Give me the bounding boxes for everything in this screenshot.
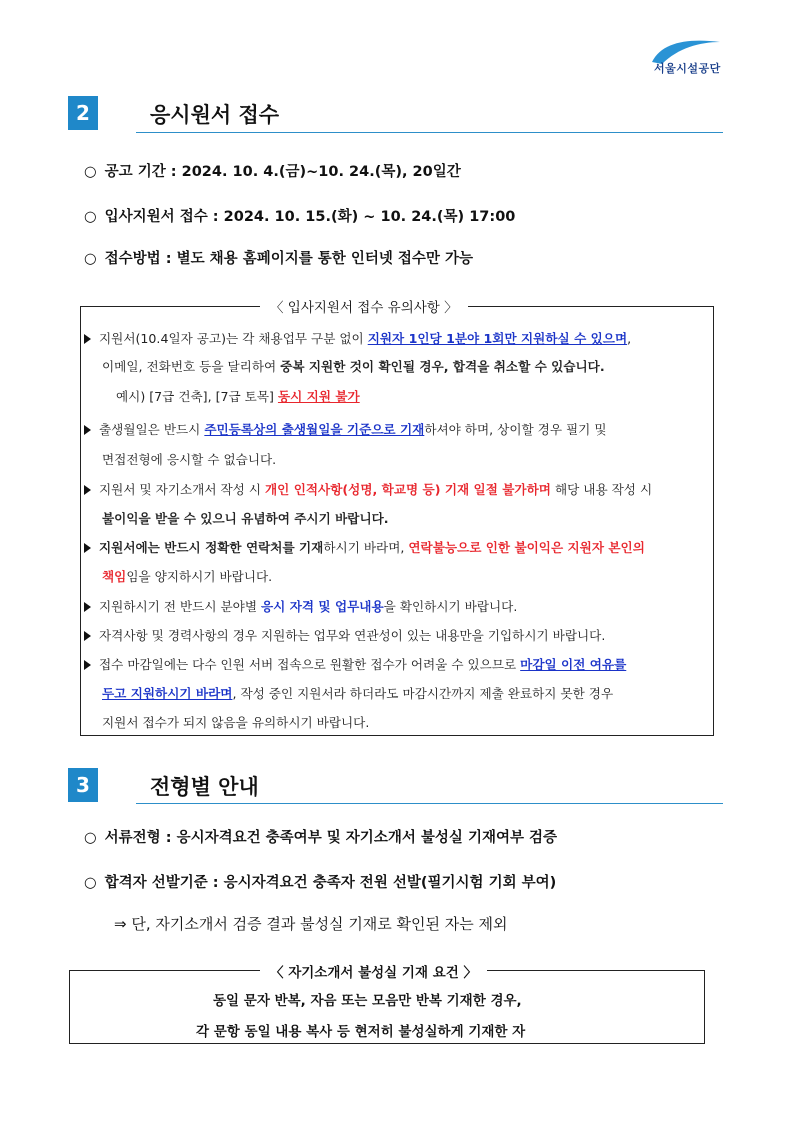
notice-item-6-line-1: 자격사항 및 경력사항의 경우 지원하는 업무와 연관성이 있는 내용만을 기입하시기 바랍니다. bbox=[84, 625, 605, 644]
triangle-bullet-icon bbox=[84, 660, 91, 670]
notice-item-2-line-2: 면접전형에 응시할 수 없습니다. bbox=[102, 452, 277, 467]
bullet-application-method bbox=[84, 247, 473, 268]
triangle-bullet-icon bbox=[84, 485, 91, 495]
notice-item-7-line-3: 지원서 접수가 되지 않음을 유의하시기 바랍니다. bbox=[102, 715, 370, 730]
circle-bullet-icon: ○ bbox=[84, 875, 97, 891]
circle-bullet-icon: ○ bbox=[84, 209, 97, 225]
bullet-selection-criteria bbox=[84, 871, 556, 892]
notice-item-4-line-2: 책임임을 양지하시기 바랍니다. bbox=[102, 569, 273, 584]
notice-item-5-line-1: 지원하시기 전 반드시 분야별 응시 자격 및 업무내용을 확인하시기 바랍니다. bbox=[84, 596, 517, 615]
organization-logo bbox=[648, 36, 728, 80]
section-3-divider bbox=[136, 803, 723, 804]
requirement-line-1: 동일 문자 반복, 자음 또는 모음만 반복 기재한 경우, bbox=[213, 993, 522, 1009]
section-2-divider bbox=[136, 132, 723, 133]
bullet-text: 접수방법 : 별도 채용 홈페이지를 통한 인터넷 접수만 가능 bbox=[104, 251, 473, 267]
section-3-title: 전형별 안내 bbox=[150, 775, 259, 799]
notice-box-title: 〈 입사지원서 접수 유의사항 〉 bbox=[260, 296, 468, 316]
requirement-box-title: 〈 자기소개서 불성실 기재 요건 〉 bbox=[260, 961, 487, 981]
bullet-text: 입사지원서 접수 : 2024. 10. 15.(화) ~ 10. 24.(목) 17:00 bbox=[104, 209, 516, 225]
bullet-text: 공고 기간 : 2024. 10. 4.(금)~10. 24.(목), 20일간 bbox=[104, 164, 461, 180]
notice-item-1-example: 예시) [7급 건축], [7급 토목] 동시 지원 불가 bbox=[116, 389, 360, 404]
circle-bullet-icon: ○ bbox=[84, 251, 97, 267]
notice-item-3-line-2: 불이익을 받을 수 있으니 유념하여 주시기 바랍니다. bbox=[102, 511, 389, 526]
requirement-line-2: 각 문항 동일 내용 복사 등 현저히 불성실하게 기재한 자 bbox=[196, 1024, 526, 1040]
bullet-application-period bbox=[84, 205, 515, 226]
triangle-bullet-icon bbox=[84, 602, 91, 612]
circle-bullet-icon: ○ bbox=[84, 164, 97, 180]
exclusion-note: ⇒ 단, 자기소개서 검증 결과 불성실 기재로 확인된 자는 제외 bbox=[114, 915, 508, 933]
notice-item-4-line-1: 지원서에는 반드시 정확한 연락처를 기재하시기 바라며, 연락불능으로 인한 불이익은 지원자 본인의 bbox=[84, 537, 645, 556]
triangle-bullet-icon bbox=[84, 334, 91, 344]
notice-item-1-line-2: 이메일, 전화번호 등을 달리하여 중복 지원한 것이 확인될 경우, 합격을 취소할 수 있습니다. bbox=[102, 359, 605, 374]
notice-item-7-line-2: 두고 지원하시기 바라며, 작성 중인 지원서라 하더라도 마감시간까지 제출 완료하지 못한 경우 bbox=[102, 686, 614, 701]
bullet-notice-period bbox=[84, 160, 461, 181]
bullet-text: 합격자 선발기준 : 응시자격요건 충족자 전원 선발(필기시험 기회 부여) bbox=[104, 875, 557, 891]
bullet-text: 서류전형 : 응시자격요건 충족여부 및 자기소개서 불성실 기재여부 검증 bbox=[104, 830, 558, 846]
notice-item-2-line-1: 출생월일은 반드시 주민등록상의 출생월일을 기준으로 기재하셔야 하며, 상이할 경우 필기 및 bbox=[84, 419, 606, 438]
section-2-badge: 2 bbox=[68, 96, 98, 130]
triangle-bullet-icon bbox=[84, 631, 91, 641]
notice-item-3-line-1: 지원서 및 자기소개서 작성 시 개인 인적사항(성명, 학교명 등) 기재 일절 불가하며 해당 내용 작성 시 bbox=[84, 479, 652, 498]
triangle-bullet-icon bbox=[84, 543, 91, 553]
bullet-document-screening bbox=[84, 826, 557, 847]
logo-text: 서울시설공단 bbox=[654, 62, 721, 75]
circle-bullet-icon: ○ bbox=[84, 830, 97, 846]
notice-item-1-line-1: 지원서(10.4일자 공고)는 각 채용업무 구분 없이 지원자 1인당 1분야 1회만 지원하실 수 있으며, bbox=[84, 328, 631, 347]
notice-item-7-line-1: 접수 마감일에는 다수 인원 서버 접속으로 원활한 접수가 어려울 수 있으므로 마감일 이전 여유를 bbox=[84, 654, 626, 673]
section-3-badge: 3 bbox=[68, 768, 98, 802]
triangle-bullet-icon bbox=[84, 425, 91, 435]
section-2-title: 응시원서 접수 bbox=[150, 103, 280, 127]
